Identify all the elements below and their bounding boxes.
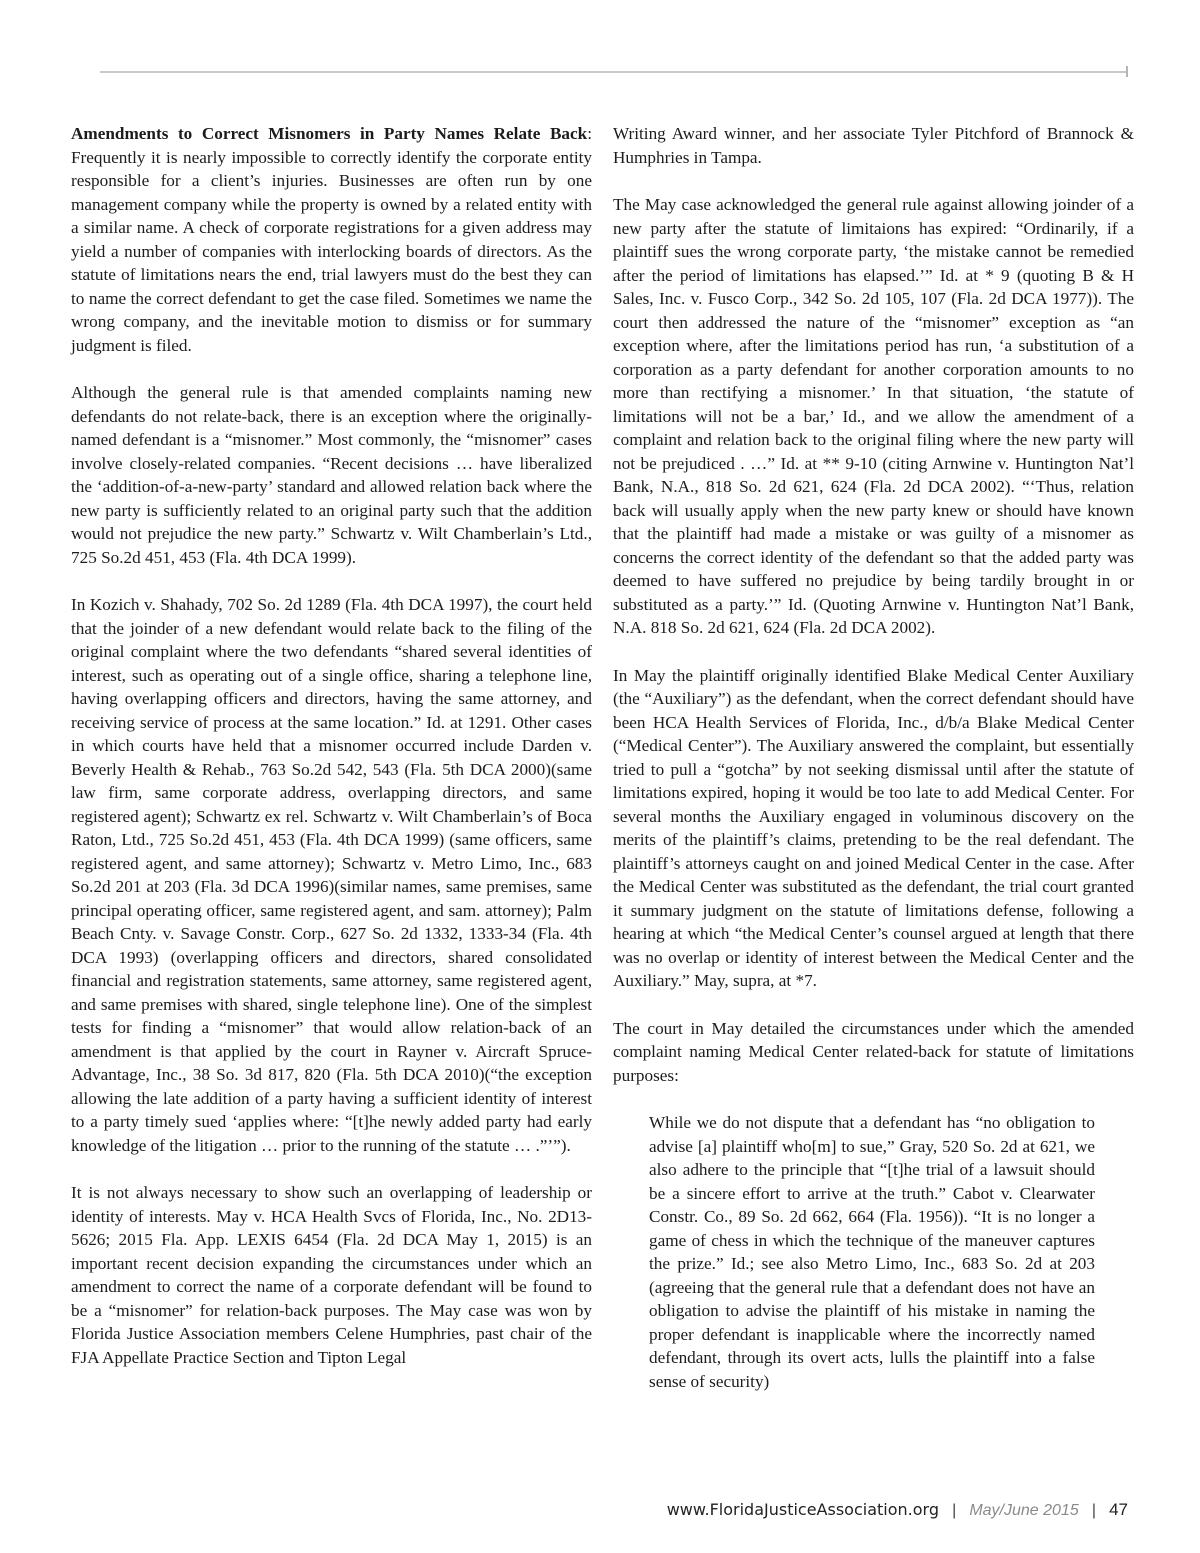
paragraph-may-intro: It is not always necessary to show such an overlapping of leadership or identity of interests. May v. HCA Health Svcs of Florida, Inc., No. 2D13-5626; 2015 Fla. App. LEXIS 6454 (Fla. 2d DCA May 1, 2015) is an important recent decision expanding the circumstances under which an amendment to correct the name of a corporate defendant will be found to be a “misnomer” for relation-back purposes. The May case was won by Florida Justice Association members Celene Humphries, past chair of the FJA Appellate Practice Section and Tipton Legal xyxy=(71,1183,592,1367)
paragraph-text: : Frequently it is nearly impossible to correctly identify the corporate entity responsible for a client’s injuries. Businesses are often run by one management company while the property is owned by a related entity with a similar name. A check of corporate registrations for a given address may yield a number of companies with interlocking boards of directors. As the statute of limitations nears the end, trial lawyers must do the best they can to name the correct defendant to get the case filed. Sometimes we name the wrong company, and the inevitable motion to dismiss or for summary judgment is filed. xyxy=(71,124,592,355)
paragraph-court-detail: The court in May detailed the circumstances under which the amended complaint naming Medical Center related-back for statute of limitations purposes: xyxy=(613,1018,1134,1085)
right-column xyxy=(613,122,1134,1393)
header-rule-end-tick xyxy=(1126,66,1128,77)
block-quote: While we do not dispute that a defendant has “no obligation to advise [a] plaintiff who[m] to sue,” Gray, 520 So. 2d at 621, we also adhere to the principle that “[t]he trial of a lawsuit should be a sincere effort to arrive at the truth.” Cabot v. Clearwater Constr. Co., 89 So. 2d 662, 664 (Fla. 1956)). “It is no longer a game of chess in which the technique of the maneuver captures the prize.” Id.; see also Metro Limo, Inc., 683 So. 2d at 203 (agreeing that the general rule that a defendant does not have an obligation to advise the plaintiff of his mistake in naming the proper defendant is inapplicable where the incorrectly named defendant, through its overt acts, lulls the plaintiff into a false sense of security) xyxy=(649,1113,1095,1391)
footer-separator: | xyxy=(1091,1502,1096,1519)
paragraph-award-continued: Writing Award winner, and her associate Tyler Pitchford of Brannock & Humphries in Tampa. xyxy=(613,124,1134,167)
footer-separator: | xyxy=(952,1502,957,1519)
left-column xyxy=(71,122,592,1393)
footer-website: www.FloridaJusticeAssociation.org xyxy=(666,1500,939,1519)
paragraph-may-facts: In May the plaintiff originally identified Blake Medical Center Auxiliary (the “Auxiliary”) as the defendant, when the correct defendant should have been HCA Health Services of Florida, Inc., d/b/a Blake Medical Center (“Medical Center”). The Auxiliary answered the complaint, but essentially tried to pull a “gotcha” by not seeking dismissal until after the statute of limitations expired, hoping it would be too late to add Medical Center. For several months the Auxiliary engaged in voluminous discovery on the merits of the plaintiff’s claims, pretending to be the real defendant. The plaintiff’s attorneys caught on and joined Medical Center in the case. After the Medical Center was substituted as the defendant, the trial court granted it summary judgment on the statute of limitations defense, following a hearing at which “the Medical Center’s counsel argued at length that there was no overlap or identity of interest between the Medical Center and the Auxiliary.” May, supra, at *7. xyxy=(613,665,1134,990)
section-heading: Amendments to Correct Misnomers in Party Names Relate Back xyxy=(71,124,588,143)
page-footer xyxy=(667,1500,1128,1520)
page-number: 47 xyxy=(1109,1500,1128,1519)
paragraph-misnomer-intro xyxy=(71,122,592,357)
paragraph-kozich: In Kozich v. Shahady, 702 So. 2d 1289 (Fla. 4th DCA 1997), the court held that the joinder of a new defendant would relate back to the filing of the original complaint where the two defendants “shared several identities of interest, such as operating out of a single office, sharing a telephone line, having overlapping officers and directors, having the same attorney, and receiving service of process at the same location.” Id. at 1291. Other cases in which courts have held that a misnomer occurred include Darden v. Beverly Health & Rehab., 763 So.2d 542, 543 (Fla. 5th DCA 2000)(same law firm, same corporate address, overlapping directors, and same registered agent); Schwartz ex rel. Schwartz v. Wilt Chamberlain’s of Boca Raton, Ltd., 725 So.2d 451, 453 (Fla. 4th DCA 1999) (same officers, same registered agent, and same attorney); Schwartz v. Metro Limo, Inc., 683 So.2d 201 at 203 (Fla. 3d DCA 1996)(similar names, same premises, same principal operating officer, same registered agent, and sam. attorney); Palm Beach Cnty. v. Savage Constr. Corp., 627 So. 2d 1332, 1333-34 (Fla. 4th DCA 1993) (overlapping officers and directors, shared consolidated financial and registration statements, same attorney, same registered agent, and same premises with shared, single telephone line). One of the simplest tests for finding a “misnomer” that would allow relation-back of an amendment is that applied by the court in Rayner v. Aircraft Spruce-Advantage, Inc., 38 So. 3d 817, 820 (Fla. 5th DCA 2010)(“the exception allowing the late addition of a party having a sufficient identity of interest to a party timely sued ‘applies where: “[t]he newly added party had early knowledge of the litigation … prior to the running of the statute … .”’”). xyxy=(71,595,592,1155)
footer-issue-date: May/June 2015 xyxy=(969,1502,1079,1519)
paragraph-may-general-rule: The May case acknowledged the general rule against allowing joinder of a new party after the statute of limitaions has expired: “Ordinarily, if a plaintiff sues the wrong corporate party, ‘the mistake cannot be remedied after the period of limitations has elapsed.’” Id. at * 9 (quoting B & H Sales, Inc. v. Fusco Corp., 342 So. 2d 105, 107 (Fla. 2d DCA 1977)). The court then addressed the nature of the “misnomer” exception as “an exception where, after the limitations period has run, ‘a substitution of a corporation as a party defendant for another corporation amounts to no more than rectifying a misnomer.’ In that situation, ‘the statute of limitations will not be a bar,’ Id., and we allow the amendment of a complaint and relation back to the original filing where the new party will not be prejudiced . …” Id. at ** 9-10 (citing Arnwine v. Huntington Nat’l Bank, N.A., 818 So. 2d 621, 624 (Fla. 2d DCA 2002). “‘Thus, relation back will usually apply when the new party knew or should have known that the plaintiff had made a mistake or was guilty of a misnomer as concerns the correct identity of the defendant so that the added party was deemed to have suffered no prejudice by being tardily brought in or substituted as a party.’” Id. (Quoting Arnwine v. Huntington Nat’l Bank, N.A. 818 So. 2d 621, 624 (Fla. 2d DCA 2002). xyxy=(613,195,1134,637)
header-rule xyxy=(100,71,1128,73)
paragraph-general-rule: Although the general rule is that amended complaints naming new defendants do not relate-back, there is an exception where the originally-named defendant is a “misnomer.” Most commonly, the “misnomer” cases involve closely-related companies. “Recent decisions … have liberalized the ‘addition-of-a-new-party’ standard and allowed relation back where the new party is sufficiently related to an original party such that the addition would not prejudice the new party.” Schwartz v. Wilt Chamberlain’s Ltd., 725 So.2d 451, 453 (Fla. 4th DCA 1999). xyxy=(71,383,592,567)
